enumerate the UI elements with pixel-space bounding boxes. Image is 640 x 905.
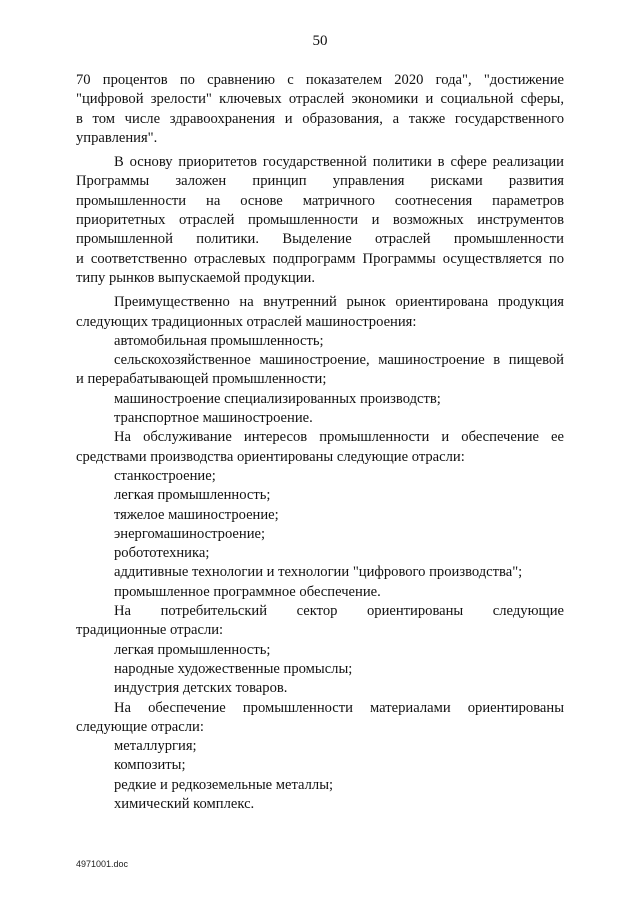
list-item: редкие и редкоземельные металлы; [114,776,334,793]
text-line: 70 процентов по сравнению с показателем 2020 года", "достижение [76,72,564,88]
list-item: легкая промышленность; [114,641,271,658]
list-item-continuation: и перерабатывающей промышленности; [76,371,327,388]
list-item: химический комплекс. [114,795,255,812]
text-line: следующих традиционных отраслей машиностроения: [76,313,417,330]
text-line: традиционные отрасли: [76,622,224,639]
list-item: аддитивные технологии и технологии "цифрового производства"; [114,564,523,581]
text-line: "цифровой зрелости" ключевых отраслей экономики и социальной сферы, [76,91,564,108]
text-line: В основу приоритетов государственной политики в сфере реализации [114,154,564,171]
text-line: На обслуживание интересов промышленности и обеспечение ее [114,429,564,446]
list-item: металлургия; [114,738,197,755]
page-number: 50 [312,33,328,49]
text-line: На потребительский сектор ориентированы следующие [114,603,564,620]
text-line: типу рынков выпускаемой продукции. [76,269,316,286]
list-item: транспортное машиностроение. [114,410,313,427]
list-item: станкостроение; [114,467,216,484]
list-item: автомобильная промышленность; [114,332,324,349]
text-line: следующие отрасли: [76,718,204,735]
text-line: Преимущественно на внутренний рынок ориентирована продукция [114,294,564,311]
text-line: На обеспечение промышленности материалами ориентированы [114,699,564,716]
text-line: промышленности на основе матричного соотнесения параметров [76,192,564,209]
list-item: промышленное программное обеспечение. [114,583,381,600]
text-line: промышленной политики. Выделение отраслей промышленности [76,231,564,248]
list-item: машиностроение специализированных производств; [114,390,441,407]
text-line: в том числе здравоохранения и образования, а также государственного [76,110,564,127]
list-item: легкая промышленность; [114,487,271,504]
text-line: управления". [76,129,158,146]
list-item: робототехника; [114,545,210,562]
list-item: сельскохозяйственное машиностроение, машиностроение в пищевой [114,352,564,369]
text-line: приоритетных отраслей промышленности и возможных инструментов [76,212,564,229]
list-item: энергомашиностроение; [114,525,266,542]
list-item: индустрия детских товаров. [114,680,288,697]
text-line: средствами производства ориентированы следующие отрасли: [76,448,465,465]
text-line: Программы заложен принцип управления рисками развития [76,173,564,190]
text-line: и соответственно отраслевых подпрограмм Программы осуществляется по [76,250,564,267]
document-body [76,71,564,814]
list-item: композиты; [114,757,186,774]
footer-filename: 4971001.doc [76,859,129,869]
list-item: народные художественные промыслы; [114,660,353,677]
list-item: тяжелое машиностроение; [114,506,279,523]
